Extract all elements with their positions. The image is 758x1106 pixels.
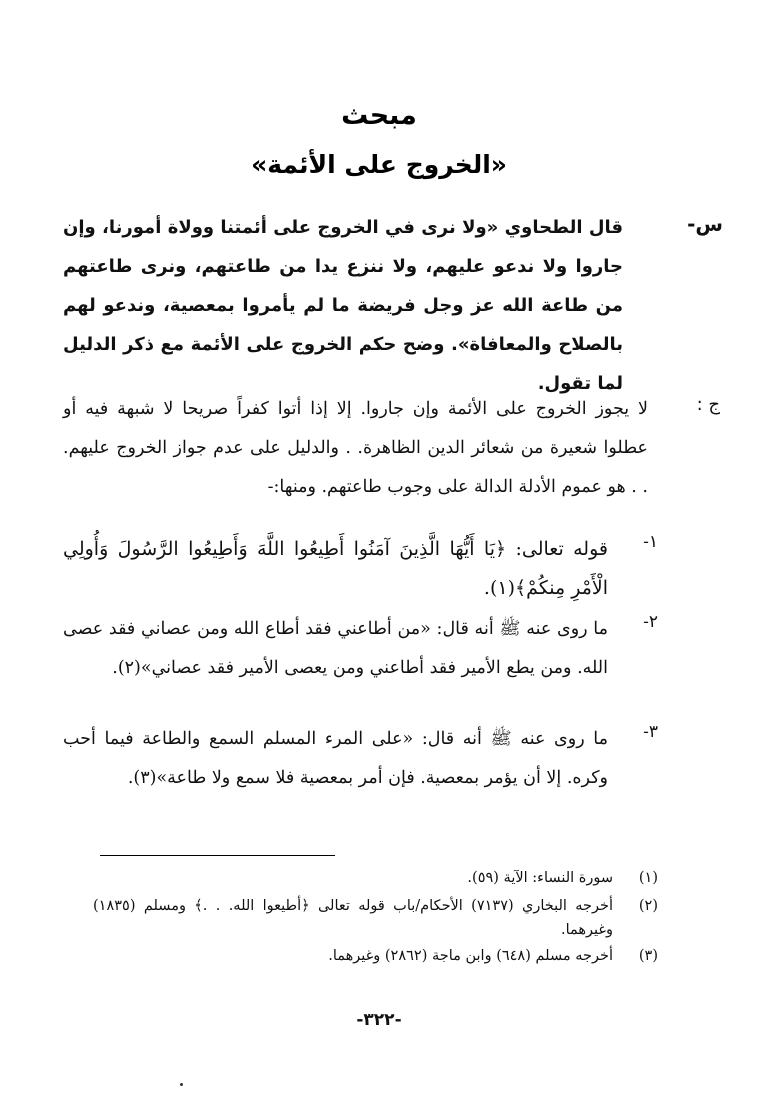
section-title: مبحث [341, 100, 417, 131]
item-text: ما روى عنه ﷺ أنه قال: «من أطاعني فقد أطاع الله ومن عصاني فقد عصى الله. ومن يطع الأمير فقد أطاعني ومن يعصى الأمير فقد عصاني»(٢). [63, 619, 608, 678]
footnote-text: أخرجه البخاري (٧١٣٧) الأحكام/باب قوله تعالى ﴿أطيعوا الله. . .﴾ ومسلم (١٨٣٥) وغيرهما. [93, 898, 613, 938]
item-number: ٢- [643, 612, 658, 632]
answer-marker: ج : [696, 394, 720, 415]
footnote-text: سورة النساء: الآية (٥٩). [467, 870, 613, 886]
item-number: ٣- [643, 722, 658, 742]
question-marker: س- [687, 212, 723, 236]
section-subtitle: «الخروج على الأئمة» [251, 150, 507, 179]
question-text: قال الطحاوي «ولا نرى في الخروج على أئمتنا وولاة أمورنا، وإن جاروا ولا ندعو عليهم، ولا ننزع يدا من طاعتهم، ونرى طاعتهم من طاعة الله عز وجل فريضة ما لم يأمروا بمعصية، وندعو لهم بالصلاح والمعافاة». وضح حكم الخروج على الأئمة مع ذكر الدليل لما تقول. [63, 217, 623, 394]
footnote-number: (٢) [638, 898, 658, 914]
item-text: قوله تعالى: ﴿يَا أَيُّهَا الَّذِينَ آمَنُوا أَطِيعُوا اللَّهَ وَأَطِيعُوا الرَّسُولَ وَأُولِي الْأَمْرِ مِنكُمْ﴾(١). [63, 538, 608, 599]
scan-speck [180, 1083, 183, 1086]
item-text: ما روى عنه ﷺ أنه قال: «على المرء المسلم السمع والطاعة فيما أحب وكره. إلا أن يؤمر بمعصية. فإن أمر بمعصية فلا سمع ولا طاعة»(٣). [63, 729, 608, 788]
item-number: ١- [643, 532, 658, 552]
footnote-number: (٣) [638, 948, 658, 964]
footnote-number: (١) [638, 870, 658, 886]
footnote-text: أخرجه مسلم (٦٤٨) وابن ماجة (٢٨٦٢) وغيرهما. [328, 948, 613, 964]
footnote-separator [100, 855, 335, 856]
answer-text: لا يجوز الخروج على الأئمة وإن جاروا. إلا إذا أتوا كفراً صريحا لا شبهة فيه أو عطلوا شعيرة من شعائر الدين الظاهرة. . والدليل على عدم جواز الخروج عليهم. . . هو عموم الأدلة الدالة على وجوب طاعتهم. ومنها:- [63, 399, 648, 497]
page-number: -٣٢٢- [356, 1010, 402, 1030]
